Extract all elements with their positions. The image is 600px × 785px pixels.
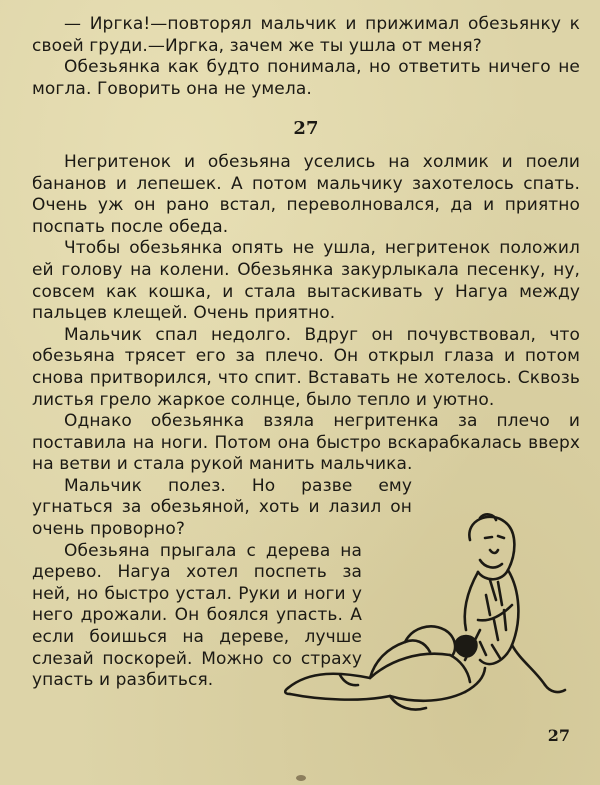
monkey-and-boy-sketch-icon	[280, 510, 590, 720]
paragraph: Чтобы обезьянка опять не ушла, негритенок положил ей голову на колени. Обезьянка закурлыкала песенку, ну, совсем как кошка, и стала вытаскивать у Нагуа между пальцев клещей. Очень приятно.	[32, 238, 580, 324]
paragraph: Однако обезьянка взяла негритенка за плечо и поставила на ноги. Потом она быстро вскарабкалась вверх на ветви и стала рукой манить мальчика.	[32, 411, 580, 475]
chapter-number: 27	[293, 118, 319, 140]
paragraph: Обезьяна прыгала с дерева на дерево. Нагуа хотел поспеть за ней, но быстро устал. Руки и ноги у него дрожали. Он боялся упасть. А если боишься на дереве, лучше слезай поскорей. Можно со страху упасть и разбиться.	[32, 540, 362, 691]
paragraph: Мальчик полез. Но разве ему угнаться за обезьяной, хоть и лазил он очень проворно?	[32, 475, 412, 540]
page-number: 27	[547, 726, 570, 745]
ink-smudge	[296, 775, 306, 781]
paragraph: — Иргка!—повторял мальчик и прижимал обезьянку к своей груди.—Иргка, зачем же ты ушла от меня?	[32, 14, 580, 56]
paragraph: Обезьянка как будто понимала, но ответить ничего не могла. Говорить она не умела.	[32, 57, 580, 99]
paragraph: Негритенок и обезьяна уселись на холмик и поели бананов и лепешек. А потом мальчику захотелось спать. Очень уж он рано встал, переволновался, да и приятно поспать после обеда.	[32, 151, 580, 237]
paragraph: Мальчик спал недолго. Вдруг он почувствовал, что обезьяна трясет его за плечо. Он открыл глаза и потом снова притворился, что спит. Вставать не хотелось. Сквозь листья грело жаркое солнце, было тепло и уютно.	[32, 324, 580, 410]
